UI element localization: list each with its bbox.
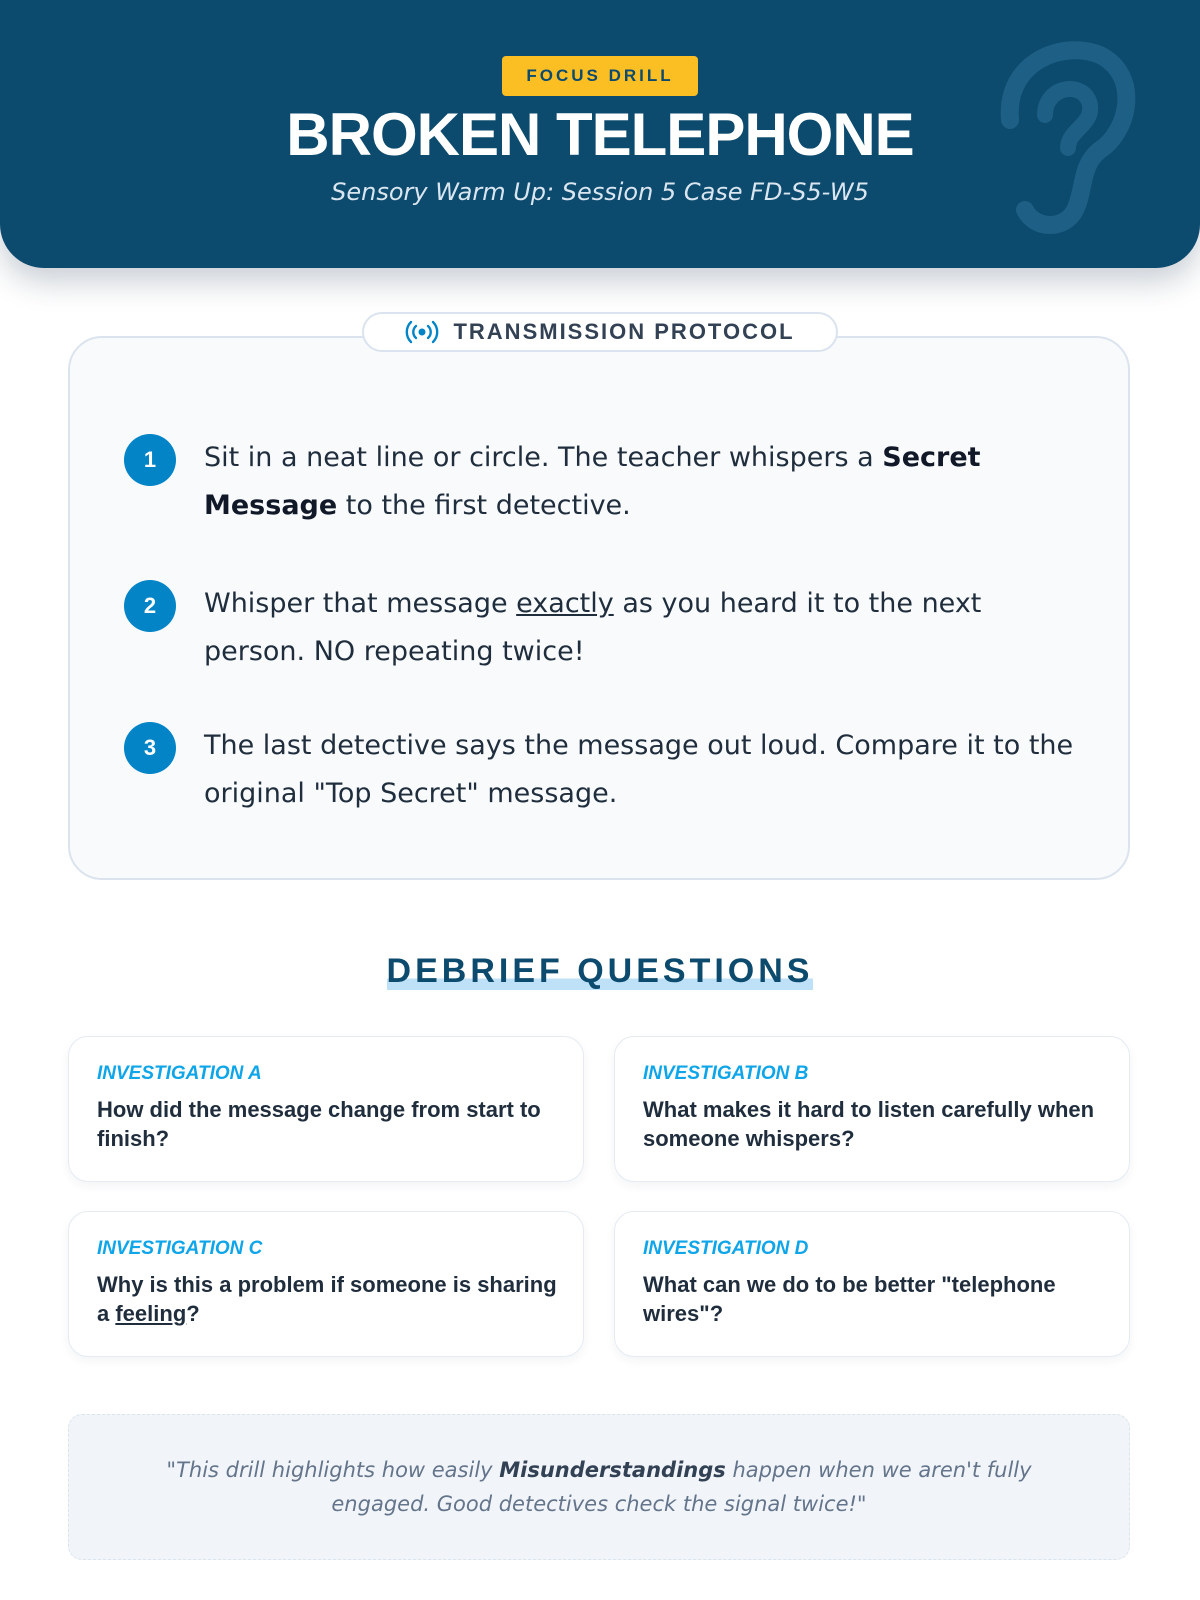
closing-quote: "This drill highlights how easily Misunderstandings happen when we aren't fully engaged. Good detectives check the signal twice!" bbox=[166, 1458, 1032, 1516]
step-number-badge: 1 bbox=[124, 434, 176, 486]
broadcast-icon bbox=[405, 320, 439, 344]
question-card bbox=[68, 1036, 584, 1182]
question-tag: INVESTIGATION C bbox=[97, 1238, 263, 1259]
step-number-badge: 3 bbox=[124, 722, 176, 774]
question-tag: INVESTIGATION B bbox=[643, 1063, 809, 1084]
question-card bbox=[614, 1036, 1130, 1182]
page-title: BROKEN TELEPHONE bbox=[286, 101, 914, 168]
question-text: What makes it hard to listen carefully when someone whispers? bbox=[643, 1097, 1095, 1151]
question-text: Why is this a problem if someone is sharing a feeling? bbox=[97, 1272, 557, 1326]
focus-drill-badge: FOCUS DRILL bbox=[502, 56, 698, 96]
protocol-label-text: TRANSMISSION PROTOCOL bbox=[453, 319, 795, 344]
page-subtitle: Sensory Warm Up: Session 5 Case FD-S5-W5 bbox=[331, 178, 869, 206]
protocol-label bbox=[362, 312, 838, 352]
header-banner bbox=[0, 0, 1200, 268]
question-card bbox=[68, 1211, 584, 1357]
quote-box bbox=[68, 1414, 1130, 1560]
question-text: What can we do to be better "telephone wires"? bbox=[643, 1272, 1056, 1326]
question-card bbox=[614, 1211, 1130, 1357]
step-number-badge: 2 bbox=[124, 580, 176, 632]
question-text: How did the message change from start to finish? bbox=[97, 1097, 541, 1151]
question-tag: INVESTIGATION D bbox=[643, 1238, 809, 1259]
step-text: The last detective says the message out loud. Compare it to the original "Top Secret" message. bbox=[204, 730, 1074, 809]
step-text: Whisper that message exactly as you heard it to the next person. NO repeating twice! bbox=[204, 588, 982, 667]
question-tag: INVESTIGATION A bbox=[97, 1063, 262, 1084]
debrief-heading: DEBRIEF QUESTIONS bbox=[386, 952, 814, 990]
step-text: Sit in a neat line or circle. The teacher whispers a Secret Message to the first detective. bbox=[204, 442, 981, 521]
ear-icon bbox=[990, 30, 1150, 240]
